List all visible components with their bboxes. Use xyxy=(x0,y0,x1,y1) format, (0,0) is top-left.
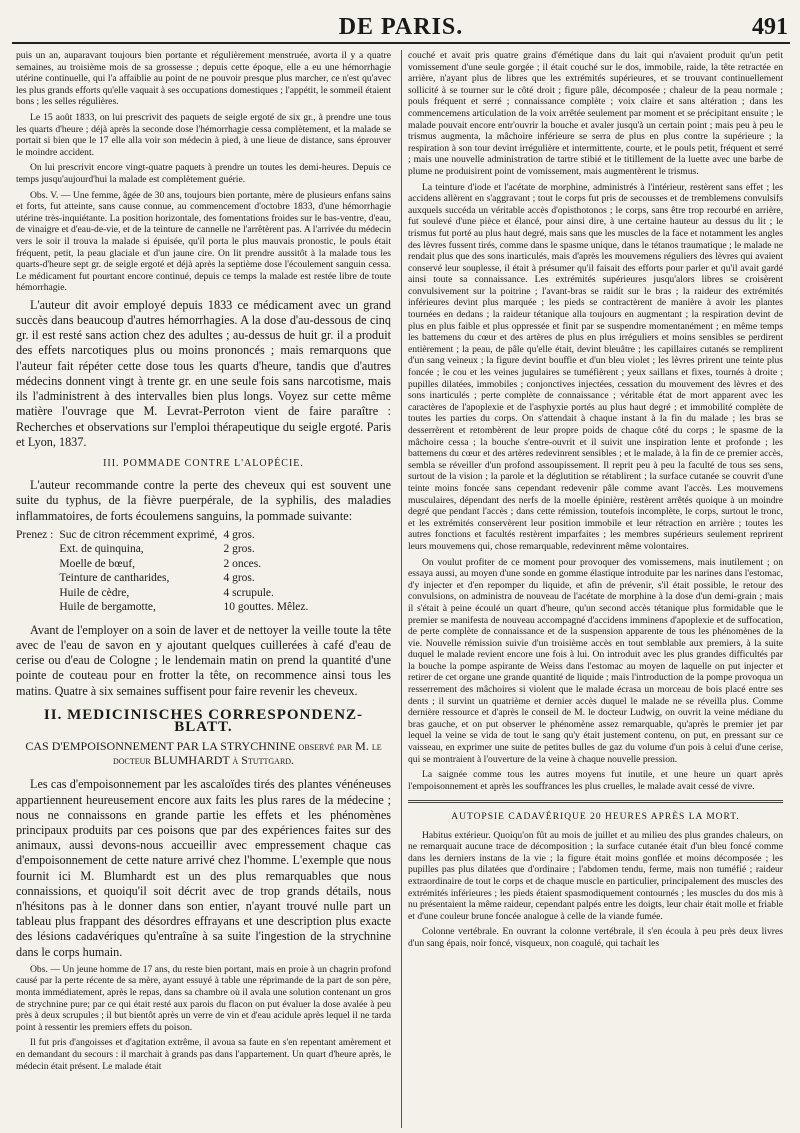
recipe-label: Prenez : xyxy=(16,528,54,541)
recipe-item: Suc de citron récemment exprimé, xyxy=(59,528,218,541)
article-subheading: CAS D'EMPOISONNEMENT PAR LA STRYCHNINE observé par M. le docteur BLUMHARDT à Stuttgard. xyxy=(25,739,382,768)
paragraph: On lui prescrivit encore vingt-quatre paquets à prendre un toutes les demi-heures. Depuis ce temps jusqu'aujourd'hui la malade est complètement guérie. xyxy=(16,162,391,185)
recipe-qty: 4 gros. xyxy=(223,572,255,585)
paragraph: L'auteur recommande contre la perte des cheveux qui est souvent une suite du typhus, de la fièvre puerpérale, de la syphilis, des maladies inflammatoires, de forts écoulemens sanguins, la pommade suivante: xyxy=(16,478,391,523)
separator-rule xyxy=(408,800,783,803)
paragraph: La teinture d'iode et l'acétate de morphine, administrés à l'intérieur, restèrent sans effet ; les accidens allèrent en s'aggravant ; tout le corps fut pris de secousses et de tremblemens convulsifs auxquels succéda un véritable accès d'opisthotonos ; le corps, sans être trop recourbé en arrière, fut soulevé d'une pièce et élancé, pour ainsi dire, à une certaine hauteur au dessus du lit ; le trismus fut porté au plus haut degré, mais sans que les muscles de la face et notamment les angles des lèvres fussent tirés, comme dans le spasme unique, dans le tétanos traumatique ; le malade ne rendait plus que des sons inarticulés, mais d'après les mouvemens réguliers des lèvres qui avaient conservé leur souplesse, il était à présumer qu'il faisait des efforts pour parler et qu'il avait gardé ainsi toute sa connaissance. Les extrémités supérieures jusqu'alors libres se croisèrent convulsivement sur la poitrine ; l'avant-bras se raidit sur le bras ; la raideur des extrémités inférieures devint plus marquée ; les pieds se contractèrent de manière à avoir les plantes tournées en dedans ; la raideur tétanique alla toujours en augmentant ; la respiration devint de plus en plus faible et plus oppressée et finit par se suspendre momentanément ; en même temps les battemens du cœur et des artères de plus en plus irréguliers et moins sensibles se perdirent entièrement ; la peau, de pâle qu'elle était, devint bleuâtre ; les capillaires cutanés se remplirent d'un sang veineux ; la figure devint bouffie et d'un bleu violet ; les lèvres prirent une teinte plus foncée ; le cou et les veines jugulaires se tuméfièrent ; yeux saillans et fixes, tournés à droite ; pupilles dilatées, immobiles ; conjonctives injectées, cessation du mouvement des lèvres et des sons inarticulés ; perte complète de connaissance ; véritable état de mort apparent avec les caractères de l'apoplexie et de l'asphyxie portés au plus haut degré ; et immobilité complète de toutes les parties du corps. On s'attendait à chaque instant à la fin du malade ; les bras se desserrèrent et retombèrent de leur propre poids de chaque côté du corps ; le spasme de la mâchoire cessa ; la bouche s'entre-ouvrit et il suivit une inspiration lente et profonde ; les battemens du cœur et des artères redevinrent sensibles ; et le malade, à la fin de ce premier accès, sembla se réveiller d'un profond assoupissement. Il reprit peu à peu la faculté de tous ses sens, surtout de la vision ; la parole et la déglutition se rétablirent ; la surface cutanée se couvrit d'une teinte moins foncée sans cependant redevenir pâle comme avant l'accès. Les mouvemens musculaires, dépendant des nerfs de la moelle épinière, restèrent arrêtés quoique à un moindre degré que pendant l'accès ; dans cette rémission, toutefois incomplète, le corps, surtout le tronc, et les extrémités conservèrent leur position immobile et leur rétraction en arrière ; toutes les autres fonctions et facultés restèrent imparfaites ; les membres supérieurs seulement reprirent leurs mouvemens qui, chose remarquable, redevinrent même volontaires. xyxy=(408,181,783,552)
page-header xyxy=(12,8,790,40)
recipe-table xyxy=(16,528,314,615)
recipe-row xyxy=(16,542,314,557)
recipe-row xyxy=(16,600,314,615)
column-divider xyxy=(401,50,402,1128)
paragraph: Avant de l'employer on a soin de laver et de nettoyer la veille toute la tête avec de l'eau de savon en y ajoutant quelques cuillerées à café d'eau de cerise ou d'eau de Cologne ; le lendemain matin on prend la quantité d'une pointe de couteau pour en frotter la tête, on recommence ainsi tous les matins. Quatre à six semaines suffisent pour faire revenir les cheveux. xyxy=(16,622,391,698)
page-number: 491 xyxy=(752,14,788,40)
observation-paragraph: Obs. V. — Une femme, âgée de 30 ans, toujours bien portante, mère de plusieurs enfans sains et forts, fut atteinte, sans cause connue, au commencement d'octobre 1833, d'une hémorrhagie utérine très-inquiétante. La position horizontale, des fomentations froides sur le bas-ventre, d'eau, de vinaigre et d'eau-de-vie, et de la teinture de cannelle ne l'arrêtèrent pas. A l'arrivée du médecin vers le soir il trouva la malade si épuisée, qu'il porta le plus mauvais pronostic, le pouls était fréquent, petit, la peau glaciale et d'un jaune cire. On lit prendre aussitôt à la malade tous les quarts-d'heure sept gr. de seigle ergoté et déjà après la septième dose l'écoulement sanguin cessa. Le médicament fut pourtant encore continué, depuis ce temps la malade est restée libre de toute hémorrhagie. xyxy=(16,189,391,294)
journal-heading: II. MEDICINISCHES CORRESPONDENZ-BLATT. xyxy=(43,706,364,736)
paragraph: puis un an, auparavant toujours bien portante et régulièrement menstruée, avorta il y a quatre semaines, au troisième mois de sa grossesse ; depuis cette époque, elle a eu une hémorrhagie utérine continuelle, qui l'a affaiblie au point de ne pouvoir presque plus marcher, ce n'est qu'avec les plus grands efforts qu'elle vaquait à ses occupations domestiques ; l'appétit, le sommeil étaient bons ; les selles régulières. xyxy=(16,50,391,108)
recipe-row xyxy=(16,557,314,572)
paragraph: Il fut pris d'angoisses et d'agitation extrême, il avoua sa faute en s'en repentant amèrement et en demandant du secours : il marchait à grands pas dans l'appartement. Un quart d'heure après, le médecin était présent. Le malade était xyxy=(16,1037,391,1072)
section-title: AUTOPSIE CADAVÉRIQUE 20 HEURES APRÈS LA MORT. xyxy=(451,812,740,823)
paragraph: Colonne vertébrale. En ouvrant la colonne vertébrale, il s'en écoula à peu près deux livres d'un sang épais, noir foncé, visqueux, non coagulé, qui tachait les xyxy=(408,926,783,950)
paragraph: Habitus extérieur. Quoiqu'on fût au mois de juillet et au milieu des plus grandes chaleurs, on ne remarquait aucune trace de décomposition ; la surface cutanée était d'un bleu foncé comme dans les derniers instans de la vie ; la figure était moins gonflée et moins décomposée ; les pupilles pas plus dilatées que d'ordinaire ; l'abdomen tendu, ferme, mais non tuméfié ; raideur extraordinaire de tout le corps et de chaque muscle en particulier, principalement des muscles des extrémités inférieures ; les pieds étaient spasmodiquement contournés ; les muscles du dos mis à nu présentaient la même raideur, cependant palpés entre les doigts, leur chair était molle et friable et d'une couleur brune foncée analogue à celle de la viande fumée. xyxy=(408,829,783,922)
paragraph: L'auteur dit avoir employé depuis 1833 ce médicament avec un grand succès dans beaucoup d'autres hémorrhagies. A la dose d'au-dessous de cinq gr. il est resté sans action chez des adultes ; au-dessus de huit gr. il a produit des effets narcotiques plus ou moins prononcés ; mais remarquons que l'auteur fait répéter cette dose tous les quarts d'heure, tandis que d'autres médecins donnent vingt à trente gr. en une seule fois sans narcotisme, mais ils l'administrent à des intervalles bien plus longs. Voyez sur cette même matière l'ouvrage que M. Levrat-Perroton vient de faire paraître : Recherches et observations sur l'emploi thérapeutique du seigle ergoté. Paris et Lyon, 1837. xyxy=(16,297,391,449)
left-column xyxy=(16,50,391,1076)
paragraph: La saignée comme tous les autres moyens fut inutile, et une heure un quart après l'empoisonnement et après les souffrances les plus cruelles, le malade avait cessé de vivre. xyxy=(408,769,783,792)
running-title: DE PARIS. xyxy=(338,14,464,40)
recipe xyxy=(16,528,391,615)
recipe-row xyxy=(16,528,314,543)
recipe-qty: 2 onces. xyxy=(223,557,262,570)
recipe-item: Huile de cèdre, xyxy=(59,586,130,599)
recipe-row xyxy=(16,571,314,586)
recipe-item: Teinture de cantharides, xyxy=(59,572,170,585)
paragraph: On voulut profiter de ce moment pour provoquer des vomissemens, mais inutilement ; on essaya aussi, au moyen d'une sonde en gomme élastique introduite par les narines dans l'estomac, d'y injecter et d'en repomper du liquide, et afin de prévenir, s'il était possible, le retour des convulsions, on administra de nouveau de l'acétate de morphine à la dose d'un demi-grain ; mais il s'était à peine écoulé un quart d'heure, qu'un second accès tétanique plus formidable que le premier se manifesta de nouveau accompagné d'accidens imminens d'apoplexie et de suffocation, de perte complète de connaissance et de la suspension apparente de tous les phénomènes de la vie. Nouvelle rémission suivie d'un troisième accès en tout semblable aux premiers, à la suite duquel le malade revient encore une fois à lui. On introduit avec les plus grandes difficultés par la bouche la pompe aspirante de Weiss dans l'estomac au moyen de laquelle on put injecter et retirer de cet organe une grande quantité de liquide ; mais l'introduction de la pompe provoqua un resserrement des mâchoires si violent que le malade écrasa un morceau de bois placé entre ses dents ; il survint un quatrième et dernier accès duquel le malade ne se réveilla plus. Comme dernière ressource et d'après le conseil de M. le docteur Ludwig, on ouvrit la veine médiane du bras gauche, et on put observer le phénomène assez remarquable, qu'après le premier jet par lequel la veine se vida de tout le sang qu'y était justement contenu, on put, en pressant sur ce vaisseau, en exprimer une suite de petites bulles de gaz du volume d'un pois à celui d'une cerise, qui se montraient à l'ouverture de la veine à chaque nouvelle pression. xyxy=(408,556,783,765)
recipe-qty: 10 gouttes. Mêlez. xyxy=(223,601,309,614)
paragraph: Les cas d'empoisonnement par les ascaloïdes tirés des plantes vénéneuses appartiennent heureusement encore aux faits les plus rares de la médecine ; nous ne connaissons en grande partie les effets et les phénomènes principaux produits par ces poisons que par des expériences faites sur des animaux, aussi devons-nous accueillir avec empressement chaque cas d'empoisonnement de cette nature arrivé chez l'homme. L'exemple que nous fournit ici M. Blumhardt est un des plus remarquables que nous connaissions, et quoiqu'il soit décrit avec de trop grands détails, nous n'hésitons pas à le donner dans son entier, n'ayant trouvé nulle part un tableau plus frappant des désordres effrayans et une description plus exacte des lésions cadavériques qu'entraîne à sa suite l'ingestion de la strychnine dans le corps humain. xyxy=(16,777,391,959)
observation-paragraph: Obs. — Un jeune homme de 17 ans, du reste bien portant, mais en proie à un chagrin profond causé par la perte récente de sa mère, ayant essuyé à table une réprimande de la part de son père, monta immédiatement, après le repas, dans sa chambre où il avala une solution contenant un gros de strychnine pure; par ce qui était resté aux parois du flacon on put évaluer la dose avalée à peu près à deux scrupules ; il but bientôt après un verre de vin et d'eau acidule après lequel il ne tarda point à ressentir les premiers effets du poison. xyxy=(16,963,391,1033)
recipe-qty: 4 scrupule. xyxy=(223,586,274,599)
recipe-item: Huile de bergamotte, xyxy=(59,601,156,614)
paragraph: couché et avait pris quatre grains d'émétique dans du lait qui n'avaient produit qu'un petit vomissement d'une seule gorgée ; il était couché sur le dos, immobile, raide, la tête retractée en arrière, n'ayant plus de libres que les extrémités supérieures, et se trouvant continuellement sollicité à se tourner sur le côté droit ; figure pâle, décomposée ; chaleur de la peau normale ; pouls fréquent et serré ; connaissance complète ; voix claire et sans altération ; dans les commencemens articulation de la voix arrêtée seulement par moment et se précipitant ensuite ; le malade pouvait encore entr'ouvrir la bouche et avaler jusqu'à un certain point ; mais peu à peu le trismus augmenta, la mâchoire inférieure se serra de plus en plus contre la supérieure ; la respiration à son tour devint irrégulière et intermittente, courte, et le pouls petit, fréquent et serré ; mais une nouvelle administration de tartre stibié et le titillement de la luette avec une barbe de plume ne produisirent point de vomissement, mais augmentèrent le trismus. xyxy=(408,50,783,177)
right-column xyxy=(408,50,783,954)
section-title: III. POMMADE CONTRE L'ALOPÉCIE. xyxy=(103,457,304,469)
paragraph: Le 15 août 1833, on lui prescrivit des paquets de seigle ergoté de six gr., à prendre une tous les quarts d'heure ; déjà après la seconde dose l'hémorrhagie cessa complètement, et la malade se portait si bien que le 17 elle alla voir son médecin à pied, à une lieue de distance, sans éprouver le moindre accident. xyxy=(16,111,391,158)
recipe-item: Moelle de bœuf, xyxy=(59,557,136,570)
recipe-row xyxy=(16,586,314,601)
recipe-qty: 4 gros. xyxy=(223,528,255,541)
page xyxy=(12,0,790,1133)
recipe-item: Ext. de quinquina, xyxy=(59,543,144,556)
recipe-qty: 2 gros. xyxy=(223,543,255,556)
header-rule xyxy=(12,42,790,44)
